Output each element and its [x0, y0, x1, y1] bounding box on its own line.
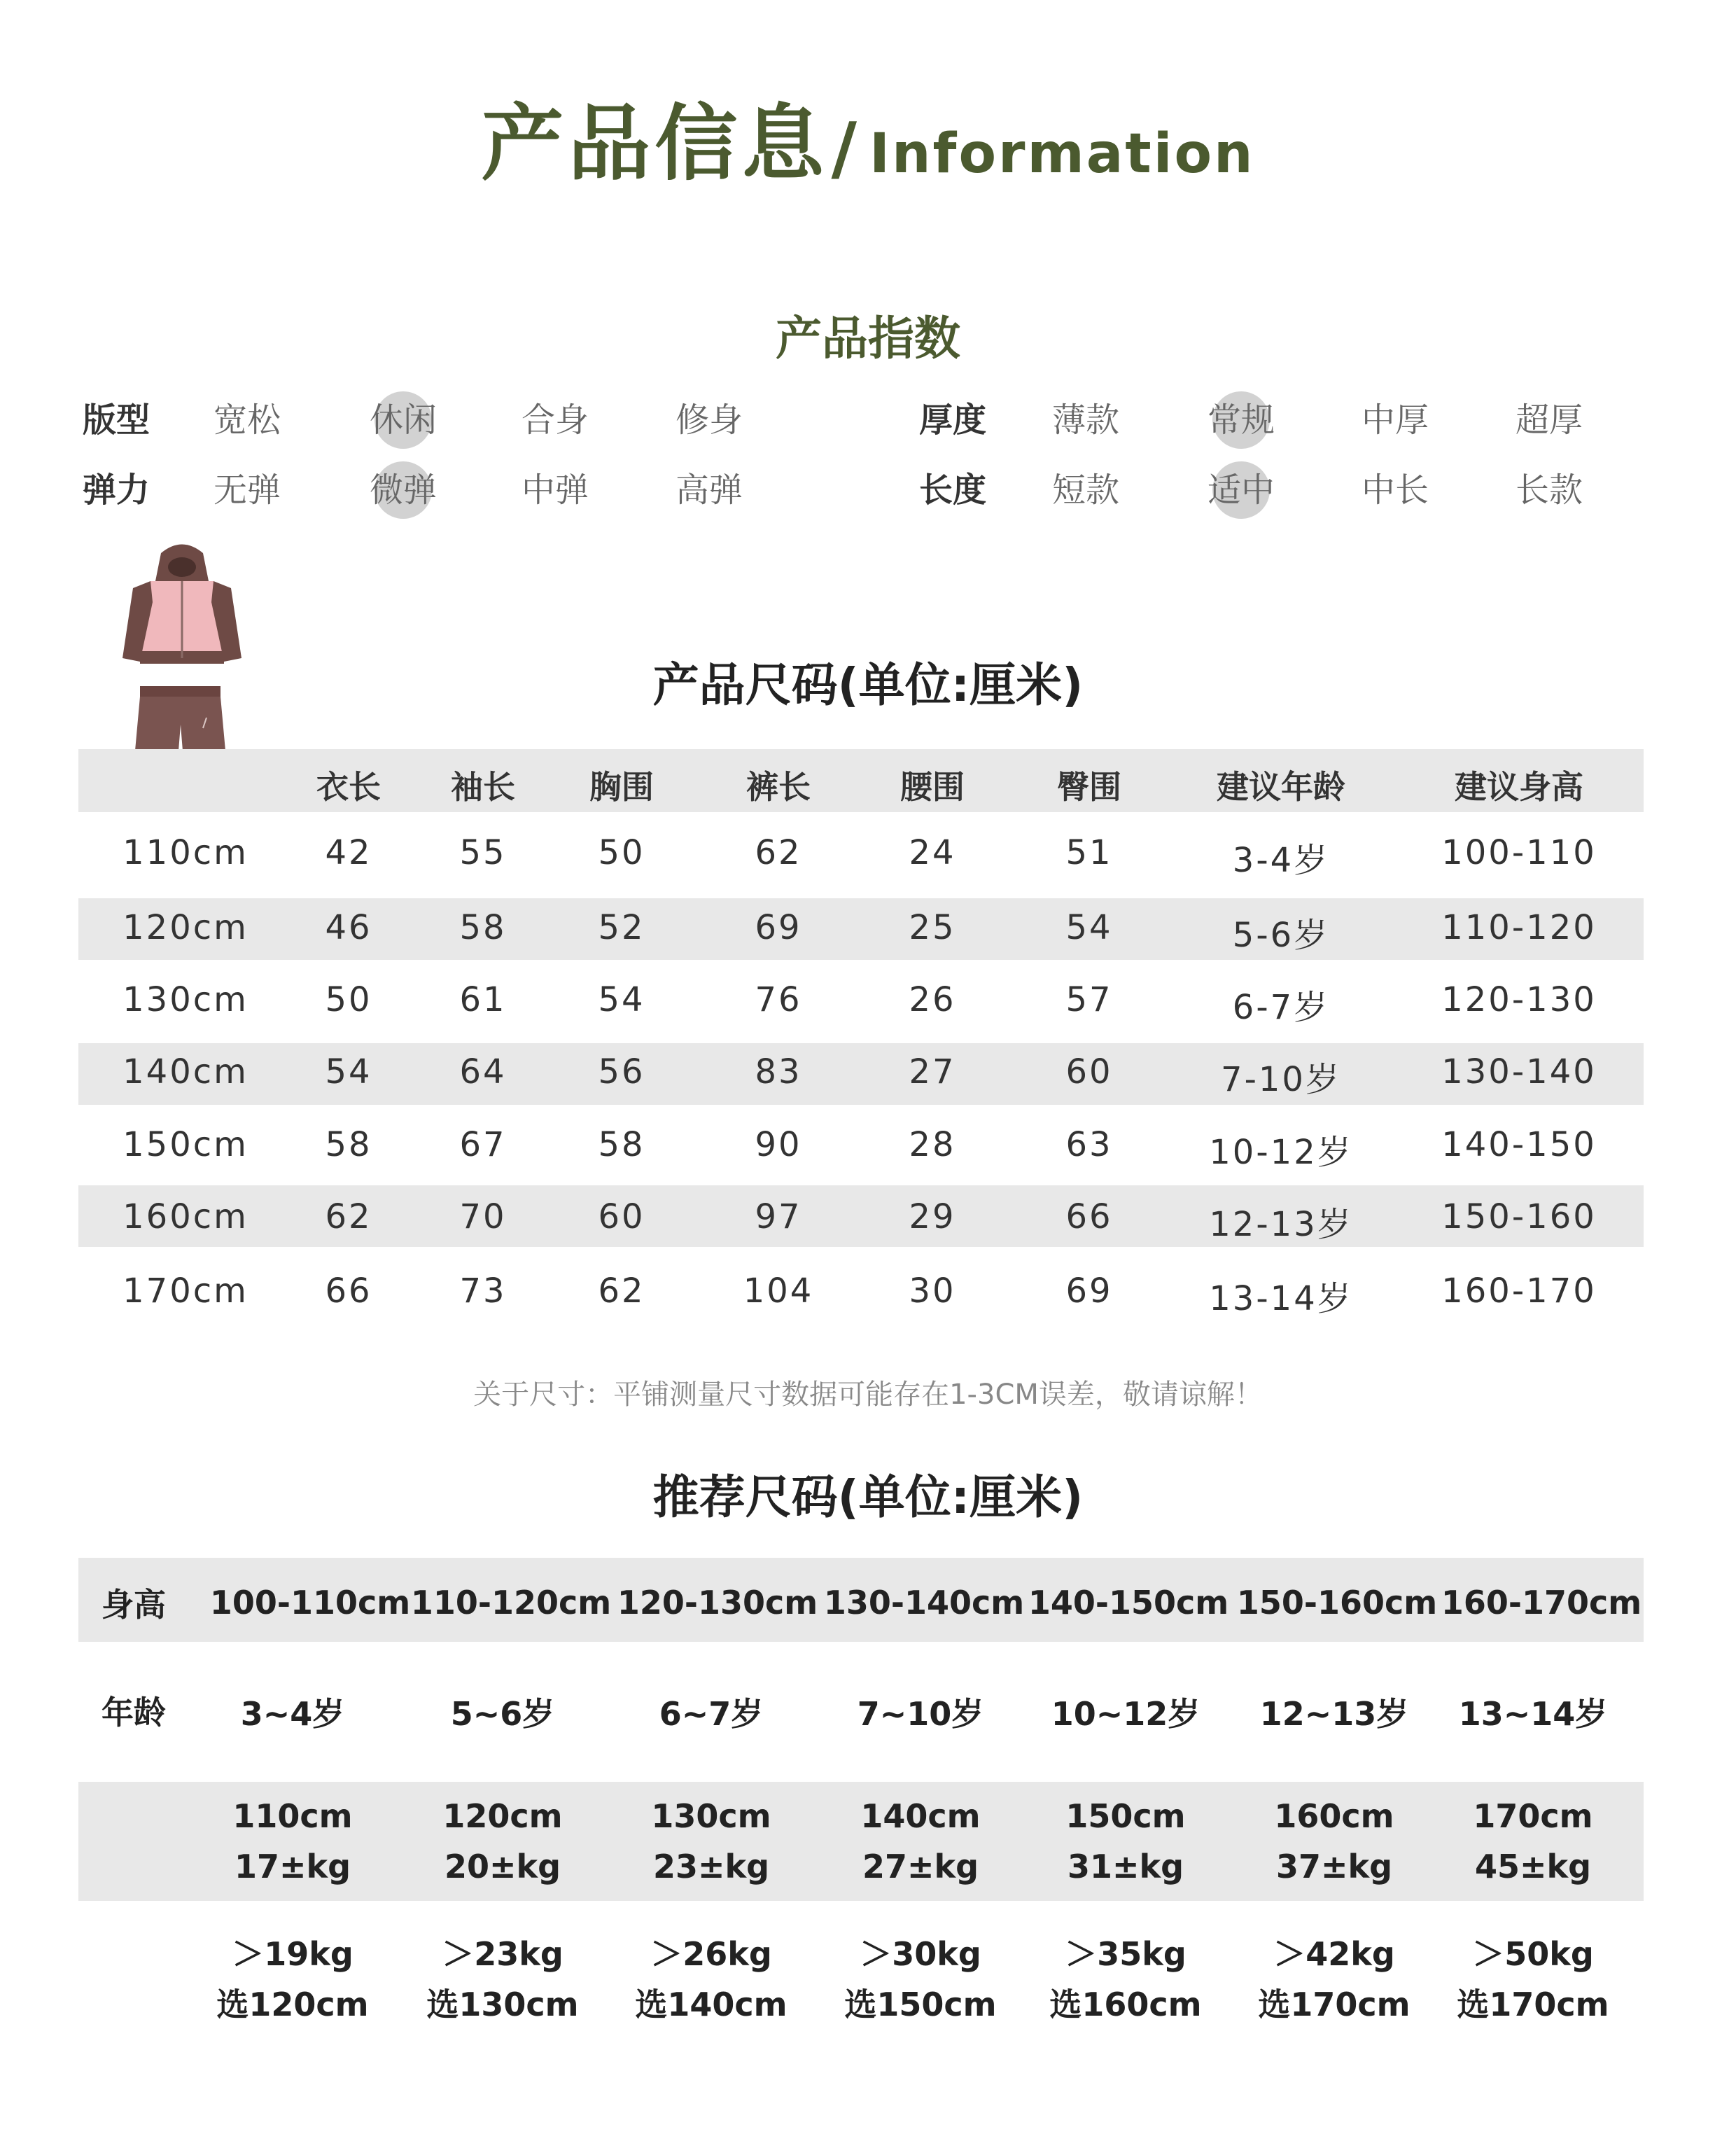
index-option: 超厚: [1516, 400, 1583, 440]
recommended-age-cell: 6~7岁: [659, 1695, 764, 1733]
size-table-cell: 58: [459, 908, 507, 947]
size-table-cell: 30: [909, 1271, 956, 1311]
title-en: Information: [869, 123, 1255, 186]
recommended-over-weight-cell: [844, 1929, 996, 2030]
size-table-cell: 62: [325, 1197, 372, 1236]
size-table-cell: 58: [598, 1125, 645, 1164]
size-table-header-cell: 衣长: [316, 768, 381, 806]
recommended-size-weight-line1: 120cm: [442, 1797, 563, 1835]
recommended-height-cell: 150-160cm: [1236, 1584, 1438, 1622]
recommended-size-weight-cell: [1065, 1791, 1185, 1892]
recommended-height-cell: 130-140cm: [823, 1584, 1025, 1622]
size-table-size-cell: 140cm: [122, 1052, 248, 1092]
size-table-cell: 63: [1065, 1125, 1113, 1164]
size-table-header-cell: 腰围: [900, 768, 965, 806]
size-table-cell: 66: [1065, 1197, 1113, 1236]
size-table-header-cell: 建议身高: [1455, 768, 1583, 806]
recommended-age-cell: 5~6岁: [450, 1695, 555, 1733]
size-table-cell: 24: [909, 833, 956, 872]
size-table-cell: 104: [743, 1271, 814, 1311]
title-cn: 产品信息: [481, 95, 829, 192]
size-table-cell: 26: [909, 980, 956, 1019]
recommended-over-weight-line2: 选140cm: [635, 1986, 788, 2023]
recommended-over-weight-line1: ＞35kg: [1065, 1935, 1186, 1973]
size-table-cell: 60: [1065, 1052, 1113, 1092]
recommended-size-weight-line2: 17±kg: [234, 1848, 351, 1885]
size-table-cell: 69: [1065, 1271, 1113, 1311]
recommended-over-weight-line1: ＞23kg: [442, 1935, 564, 1973]
size-table-row-band: [78, 898, 1644, 960]
size-table-cell: 3-4岁: [1232, 841, 1330, 880]
size-table-cell: 66: [325, 1271, 372, 1311]
size-table-cell: 69: [755, 908, 802, 947]
size-table-cell: 42: [325, 833, 372, 872]
size-table-cell: 25: [909, 908, 956, 947]
recommended-size-weight-line2: 45±kg: [1474, 1848, 1592, 1885]
title-separator: /: [831, 107, 857, 189]
size-table-cell: 120-130: [1441, 980, 1597, 1019]
size-table-cell: 13-14岁: [1209, 1279, 1353, 1318]
recommended-over-weight-line2: 选170cm: [1457, 1986, 1609, 2023]
recommended-over-weight-line2: 选170cm: [1258, 1986, 1410, 2023]
recommended-age-cell: 10~12岁: [1051, 1695, 1200, 1733]
size-table-row-band: [78, 1043, 1644, 1105]
recommended-height-cell: 100-110cm: [209, 1584, 411, 1622]
height-row-label: 身高: [102, 1586, 166, 1624]
size-table-header-cell: 裤长: [746, 768, 811, 806]
size-table-header-band: [78, 749, 1644, 812]
recommended-over-weight-line1: ＞30kg: [860, 1935, 981, 1973]
recommended-over-weight-line1: ＞50kg: [1472, 1935, 1594, 1973]
recommended-height-cell: 110-120cm: [410, 1584, 612, 1622]
index-option: 宽松: [214, 400, 281, 440]
recommended-over-weight-cell: [1457, 1929, 1609, 2030]
recommended-size-weight-line2: 31±kg: [1067, 1848, 1184, 1885]
size-table-cell: 12-13岁: [1209, 1205, 1353, 1244]
index-option: 高弹: [676, 470, 743, 510]
recommended-over-weight-line2: 选150cm: [844, 1986, 997, 2023]
size-table-cell: 7-10岁: [1221, 1060, 1341, 1099]
size-table-cell: 46: [325, 908, 372, 947]
size-table-cell: 110-120: [1441, 908, 1597, 947]
index-option: 无弹: [214, 470, 281, 510]
size-note: 关于尺寸：平铺测量尺寸数据可能存在1-3CM误差，敬请谅解！: [473, 1379, 1263, 1411]
size-table-size-cell: 150cm: [122, 1125, 248, 1164]
size-table-cell: 54: [1065, 908, 1113, 947]
recommended-over-weight-line1: ＞42kg: [1273, 1935, 1395, 1973]
size-table-header-cell: 袖长: [451, 768, 515, 806]
size-table-cell: 83: [755, 1052, 802, 1092]
size-table-cell: 97: [755, 1197, 802, 1236]
index-option: 薄款: [1052, 400, 1120, 440]
size-table-cell: 130-140: [1441, 1052, 1597, 1092]
size-table-size-cell: 170cm: [122, 1271, 248, 1311]
recommended-size-weight-line1: 150cm: [1065, 1797, 1186, 1835]
index-option: 中弹: [522, 470, 589, 510]
recommended-height-cell: 120-130cm: [617, 1584, 818, 1622]
size-table-cell: 67: [459, 1125, 507, 1164]
size-table-cell: 57: [1065, 980, 1113, 1019]
size-table-cell: 50: [325, 980, 372, 1019]
size-table-cell: 52: [598, 908, 645, 947]
size-table-cell: 61: [459, 980, 507, 1019]
size-table-cell: 51: [1065, 833, 1113, 872]
size-table-cell: 28: [909, 1125, 956, 1164]
recommended-age-cell: 3~4岁: [240, 1695, 345, 1733]
size-table-header-cell: 臀围: [1057, 768, 1121, 806]
page-title: [0, 77, 1736, 196]
recommended-over-weight-line2: 选160cm: [1049, 1986, 1202, 2023]
recommended-over-weight-line1: ＞26kg: [650, 1935, 772, 1973]
size-table-cell: 100-110: [1441, 833, 1597, 872]
recommended-size-weight-line1: 130cm: [651, 1797, 771, 1835]
size-table-cell: 62: [598, 1271, 645, 1311]
size-table-cell: 55: [459, 833, 507, 872]
recommended-size-weight-cell: [860, 1791, 980, 1892]
index-label: 弹力: [83, 470, 150, 510]
product-index-title: 产品指数: [776, 312, 960, 365]
size-table-size-cell: 110cm: [122, 833, 248, 872]
recommended-over-weight-cell: [216, 1929, 368, 2030]
size-table-cell: 58: [325, 1125, 372, 1164]
recommended-size-weight-line1: 110cm: [232, 1797, 353, 1835]
size-table-cell: 6-7岁: [1232, 988, 1330, 1027]
index-label: 长度: [919, 470, 987, 510]
recommended-size-weight-cell: [232, 1791, 352, 1892]
index-option-selected: 适中: [1208, 466, 1275, 515]
age-row-label: 年龄: [102, 1694, 166, 1731]
size-table-size-cell: 160cm: [122, 1197, 248, 1236]
recommended-over-weight-line2: 选120cm: [216, 1986, 369, 2023]
recommended-size-weight-cell: [442, 1791, 562, 1892]
index-option-selected: 常规: [1208, 396, 1275, 445]
size-table-size-cell: 130cm: [122, 980, 248, 1019]
size-table-cell: 27: [909, 1052, 956, 1092]
size-table-cell: 54: [325, 1052, 372, 1092]
index-option: 长款: [1516, 470, 1583, 510]
size-table-cell: 90: [755, 1125, 802, 1164]
recommended-age-cell: 7~10岁: [857, 1695, 984, 1733]
recommended-over-weight-cell: [635, 1929, 787, 2030]
size-table-cell: 64: [459, 1052, 507, 1092]
size-table-cell: 62: [755, 833, 802, 872]
recommended-over-weight-line2: 选130cm: [426, 1986, 579, 2023]
size-table-cell: 140-150: [1441, 1125, 1597, 1164]
index-option: 短款: [1052, 470, 1120, 510]
size-table-cell: 160-170: [1441, 1271, 1597, 1311]
recommended-height-cell: 140-150cm: [1028, 1584, 1229, 1622]
recommended-over-weight-cell: [426, 1929, 578, 2030]
index-option-selected: 微弹: [370, 466, 437, 515]
recommended-size-weight-line1: 160cm: [1274, 1797, 1394, 1835]
recommended-size-weight-line2: 20±kg: [444, 1848, 561, 1885]
index-option: 中长: [1362, 470, 1429, 510]
size-table-cell: 56: [598, 1052, 645, 1092]
size-table-cell: 5-6岁: [1232, 916, 1330, 955]
recommended-size-weight-line1: 170cm: [1473, 1797, 1593, 1835]
size-table-cell: 29: [909, 1197, 956, 1236]
recommended-size-weight-line2: 27±kg: [862, 1848, 979, 1885]
size-table-header-cell: 胸围: [589, 768, 654, 806]
size-table-cell: 10-12岁: [1209, 1133, 1353, 1172]
size-table-cell: 73: [459, 1271, 507, 1311]
index-option: 中厚: [1362, 400, 1429, 440]
recommended-size-weight-line2: 37±kg: [1275, 1848, 1393, 1885]
recommended-size-weight-cell: [1473, 1791, 1592, 1892]
index-option-selected: 休闲: [370, 396, 437, 445]
size-table-cell: 150-160: [1441, 1197, 1597, 1236]
size-table-cell: 50: [598, 833, 645, 872]
recommended-over-weight-cell: [1049, 1929, 1201, 2030]
recommended-title: 推荐尺码(单位:厘米): [652, 1470, 1084, 1524]
recommended-size-weight-line1: 140cm: [860, 1797, 981, 1835]
size-table-header-cell: 建议年龄: [1217, 768, 1345, 806]
size-table-cell: 60: [598, 1197, 645, 1236]
recommended-age-cell: 12~13岁: [1259, 1695, 1409, 1733]
recommended-height-cell: 160-170cm: [1441, 1584, 1642, 1622]
recommended-over-weight-cell: [1258, 1929, 1410, 2030]
recommended-size-weight-cell: [1274, 1791, 1394, 1892]
size-table-size-cell: 120cm: [122, 908, 248, 947]
index-label: 厚度: [919, 400, 987, 440]
size-table-row-band: [78, 1185, 1644, 1247]
recommended-size-weight-cell: [651, 1791, 771, 1892]
size-table-title: 产品尺码(单位:厘米): [652, 658, 1084, 712]
index-option: 修身: [676, 400, 743, 440]
index-label: 版型: [83, 400, 150, 440]
size-table-cell: 70: [459, 1197, 507, 1236]
recommended-size-weight-line2: 23±kg: [652, 1848, 770, 1885]
recommended-age-cell: 13~14岁: [1458, 1695, 1608, 1733]
index-option: 合身: [522, 400, 589, 440]
size-table-cell: 54: [598, 980, 645, 1019]
recommended-over-weight-line1: ＞19kg: [232, 1935, 354, 1973]
size-table-cell: 76: [755, 980, 802, 1019]
